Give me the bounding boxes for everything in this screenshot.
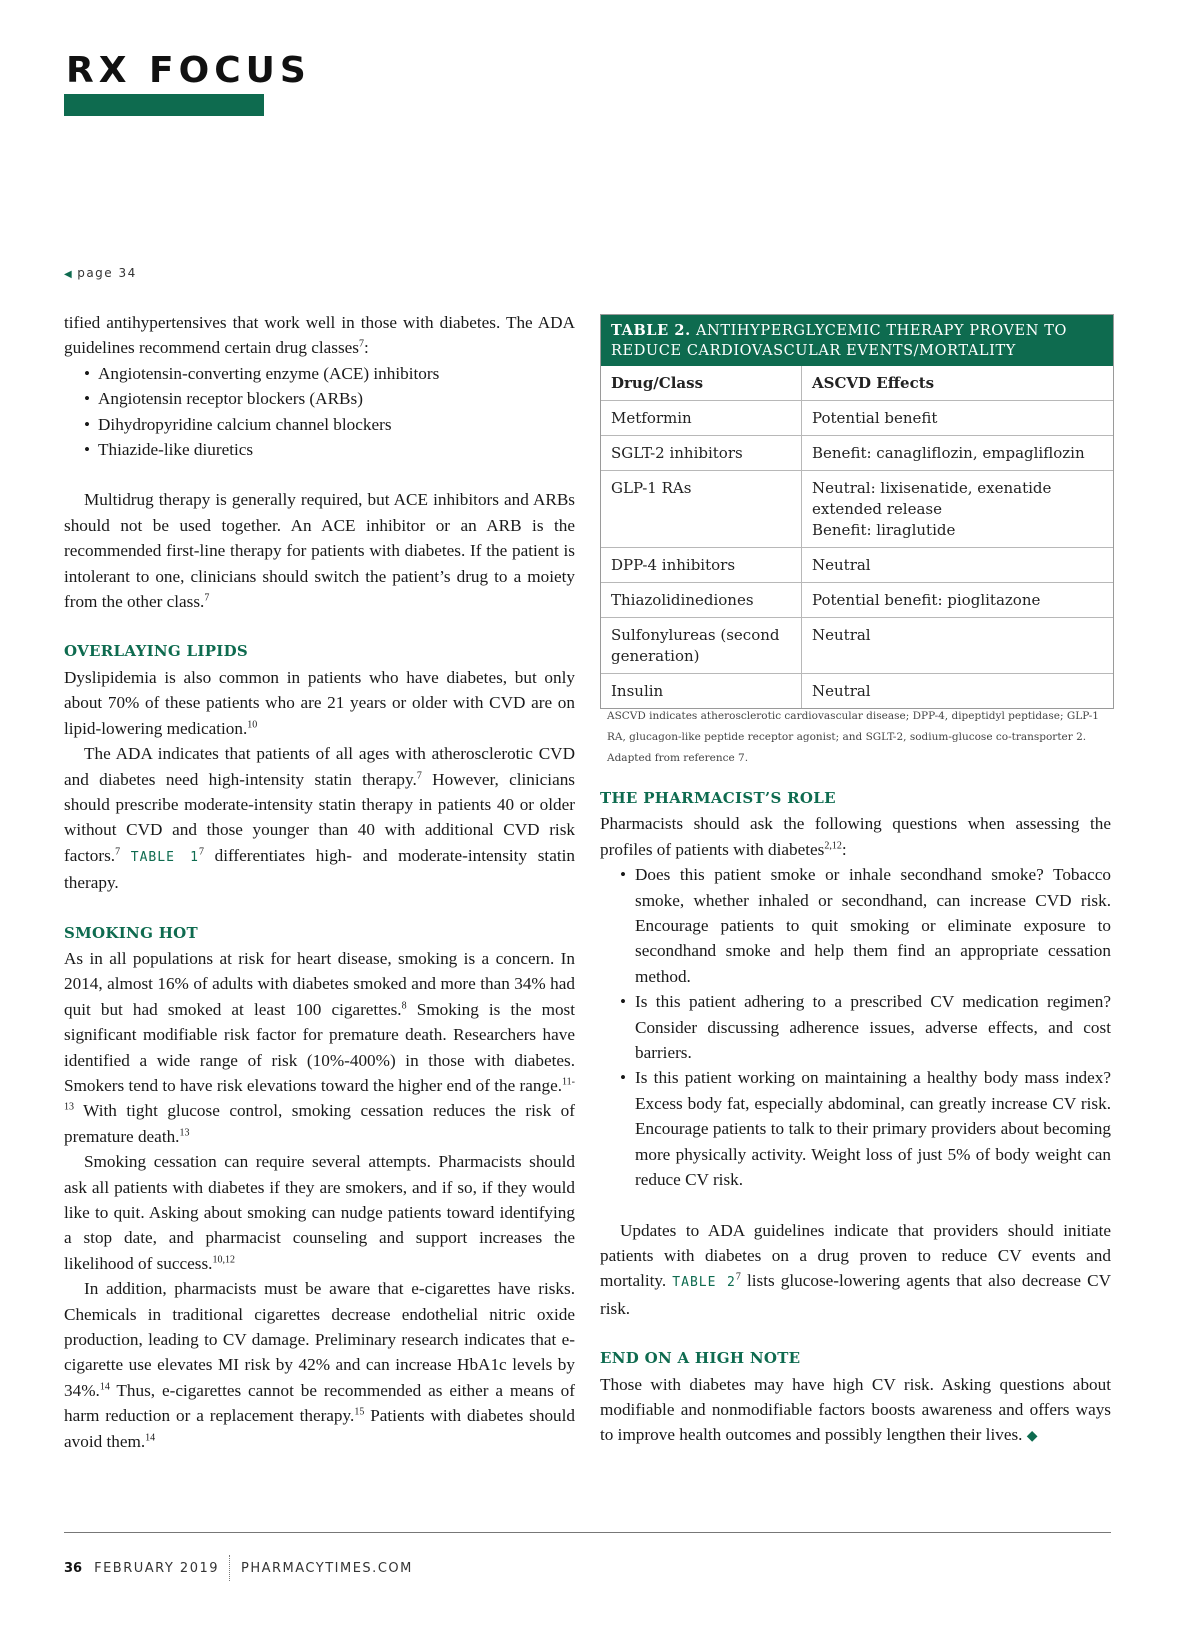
smoking-paragraph-2: Smoking cessation can require several attempts. Pharmacists should ask all patients with diabetes if they are smokers, and if so, if they would like to quit. Asking about smoking can nudge patients toward identifying a stop date, and pharmacist counseling and support increases the likelihood of success.$^{10,12}$ bbox=[64, 1152, 575, 1273]
lipids-heading: OVERLAYING LIPIDS bbox=[64, 642, 249, 661]
drug-cell: GLP-1 RAs bbox=[601, 471, 802, 547]
table-2 bbox=[600, 314, 1114, 709]
issue-date: FEBRUARY 2019 bbox=[94, 1560, 220, 1576]
effect-cell: Benefit: canagliflozin, empagliflozin bbox=[812, 444, 1085, 462]
footer-divider bbox=[64, 1532, 1111, 1533]
table-row bbox=[601, 435, 1113, 470]
multidrug-paragraph: Multidrug therapy is generally required, but ACE inhibitors and ARBs should not be used together. An ACE inhibitor or an ARB is the recommended first-line therapy for patients with diabetes. If the patient is intolerant to one, clinicians should switch the patient’s drug to a moiety from the other class.$^7$ bbox=[64, 490, 575, 612]
table-2-footnote: ASCVD indicates atherosclerotic cardiovascular disease; DPP-4, dipeptidyl peptidase; GLP-1 RA, glucagon-like peptide receptor agonist; and SGLT-2, sodium-glucose co-transporter 2. Adapted from reference 7. bbox=[607, 706, 1107, 769]
continued-from-text: page 34 bbox=[77, 266, 137, 280]
page-number: 36 bbox=[64, 1560, 83, 1576]
smoking-paragraph-1: As in all populations at risk for heart disease, smoking is a concern. In 2014, almost 16% of adults with diabetes smoked and more than 34% had quit but had smoked at least 100 cigarettes.$^8$ Smoking is the most significant modifiable risk factor for premature death. Researchers have identified a wide range of risk (10%-400%) in those with diabetes. Smokers tend to have risk elevations toward the higher end of the range.$^{11-13}$ With tight glucose control, smoking cessation reduces the risk of premature death.$^{13}$ bbox=[64, 948, 576, 1146]
drug-class-list bbox=[64, 361, 575, 463]
list-item: • Does this patient smoke or inhale secondhand smoke? Tobacco smoke, whether inhaled or secondhand, can increase CVD risk. Encourage patients to quit smoking or eliminate exposure to secondhand smoke and help them find an appropriate cessation method. bbox=[600, 862, 1111, 989]
effect-cell: Neutral bbox=[812, 626, 871, 644]
table-row bbox=[601, 470, 1113, 547]
drug-cell: SGLT-2 inhibitors bbox=[601, 436, 802, 470]
effect-cell: Neutral: lixisenatide, exenatide extended release Benefit: liraglutide bbox=[812, 479, 1052, 539]
end-note-heading: END ON A HIGH NOTE bbox=[600, 1349, 801, 1368]
effect-cell: Potential benefit bbox=[812, 409, 938, 427]
table-1-reference-link[interactable]: TABLE 1 bbox=[130, 849, 199, 865]
column-header-effects: ASCVD Effects bbox=[812, 374, 935, 392]
caret-left-icon: ◀ bbox=[64, 269, 74, 280]
section-title-bar bbox=[64, 94, 264, 116]
smoking-paragraph-3: In addition, pharmacists must be aware that e-cigarettes have risks. Chemicals in traditional cigarettes decrease endothelial nitric oxide production, leading to CV damage. Preliminary research indicates that e-cigarette use elevates MI risk by 42% and can increase HbA1c levels by 34%.$^{14}$ Thus, e-cigarettes cannot be recommended as either a means of harm reduction or a replacement therapy.$^{15}$ Patients with diabetes should avoid them.$^{14}$ bbox=[64, 1279, 576, 1451]
table-row bbox=[601, 400, 1113, 435]
list-item: • Angiotensin receptor blockers (ARBs) bbox=[64, 386, 575, 411]
right-column bbox=[600, 786, 1111, 1450]
list-item: • Is this patient adhering to a prescribed CV medication regimen? Consider discussing adherence issues, adverse effects, and cost barriers. bbox=[600, 989, 1111, 1065]
list-item: • Angiotensin-converting enzyme (ACE) inhibitors bbox=[64, 361, 575, 386]
list-item: • Thiazide-like diuretics bbox=[64, 437, 575, 462]
ada-updates-paragraph: Updates to ADA guidelines indicate that providers should initiate patients with diabetes on a drug proven to reduce CV events and mortality. TABLE $2^7$ lists glucose-lowering agents that also decrease CV risk. bbox=[600, 1220, 1111, 1318]
effect-cell: Neutral bbox=[812, 556, 871, 574]
table-2-title: TABLE 2. ANTIHYPERGLYCEMIC THERAPY PROVEN TO REDUCE CARDIOVASCULAR EVENTS/MORTALITY bbox=[601, 315, 1113, 366]
table-2-reference-link[interactable]: TABLE 2 bbox=[672, 1275, 736, 1291]
effect-cell: Neutral bbox=[812, 682, 871, 700]
footer bbox=[64, 1555, 413, 1581]
website-link[interactable]: PHARMACYTIMES.COM bbox=[241, 1560, 413, 1576]
drug-cell: Thiazolidinediones bbox=[601, 583, 802, 617]
pharmacist-role-heading: THE PHARMACIST’S ROLE bbox=[600, 789, 836, 807]
intro-paragraph: tified antihypertensives that work well in those with diabetes. The ADA guidelines recommend certain drug classes$^7$: bbox=[64, 313, 575, 358]
pharmacist-intro-paragraph: Pharmacists should ask the following questions when assessing the profiles of patients with diabetes$^{2,12}$: bbox=[600, 814, 1111, 859]
left-column bbox=[64, 310, 575, 1454]
end-note-paragraph: Those with diabetes may have high CV risk. Asking questions about modifiable and nonmodifiable factors boosts awareness and offers ways to improve health outcomes and possibly lengthen their lives. ◆ bbox=[600, 1374, 1111, 1445]
drug-cell: DPP-4 inhibitors bbox=[601, 548, 802, 582]
effect-cell: Potential benefit: pioglitazone bbox=[812, 591, 1041, 609]
list-item: • Dihydropyridine calcium channel blockers bbox=[64, 412, 575, 437]
column-header-drug: Drug/Class bbox=[601, 366, 802, 400]
smoking-heading: SMOKING HOT bbox=[64, 923, 199, 942]
footer-separator bbox=[229, 1555, 231, 1581]
table-2-source: Adapted from reference 7. bbox=[607, 752, 749, 764]
table-row bbox=[601, 547, 1113, 582]
table-row bbox=[601, 617, 1113, 673]
table-row bbox=[601, 673, 1113, 708]
end-diamond-icon: ◆ bbox=[1026, 1429, 1038, 1445]
table-header-row bbox=[601, 366, 1113, 400]
continued-from-link[interactable] bbox=[64, 266, 137, 280]
list-item: • Is this patient working on maintaining a healthy body mass index? Excess body fat, especially abdominal, can greatly increase CV risk. Encourage patients to talk to their primary providers about becoming more physically activity. Weight loss of just 5% of body weight can reduce CV risk. bbox=[600, 1065, 1111, 1192]
drug-cell: Insulin bbox=[601, 674, 802, 708]
lipids-paragraph-1: Dyslipidemia is also common in patients who have diabetes, but only about 70% of these patients who are 21 years or older with CVD are on lipid-lowering medication.$^{10}$ bbox=[64, 667, 575, 738]
lipids-paragraph-2: The ADA indicates that patients of all ages with atherosclerotic CVD and diabetes need high-intensity statin therapy.$^7$ However, clinicians should prescribe moderate-intensity statin therapy in patients 40 or older without CVD and those younger than 40 with additional CVD risk factors.$^7$ TABLE $1^7$ differentiates high- and moderate-intensity statin therapy. bbox=[64, 744, 575, 893]
section-title: RX FOCUS bbox=[66, 50, 311, 91]
drug-cell: Sulfonylureas (second generation) bbox=[601, 618, 802, 673]
drug-cell: Metformin bbox=[601, 401, 802, 435]
assessment-question-list bbox=[600, 862, 1111, 1192]
table-row bbox=[601, 582, 1113, 617]
